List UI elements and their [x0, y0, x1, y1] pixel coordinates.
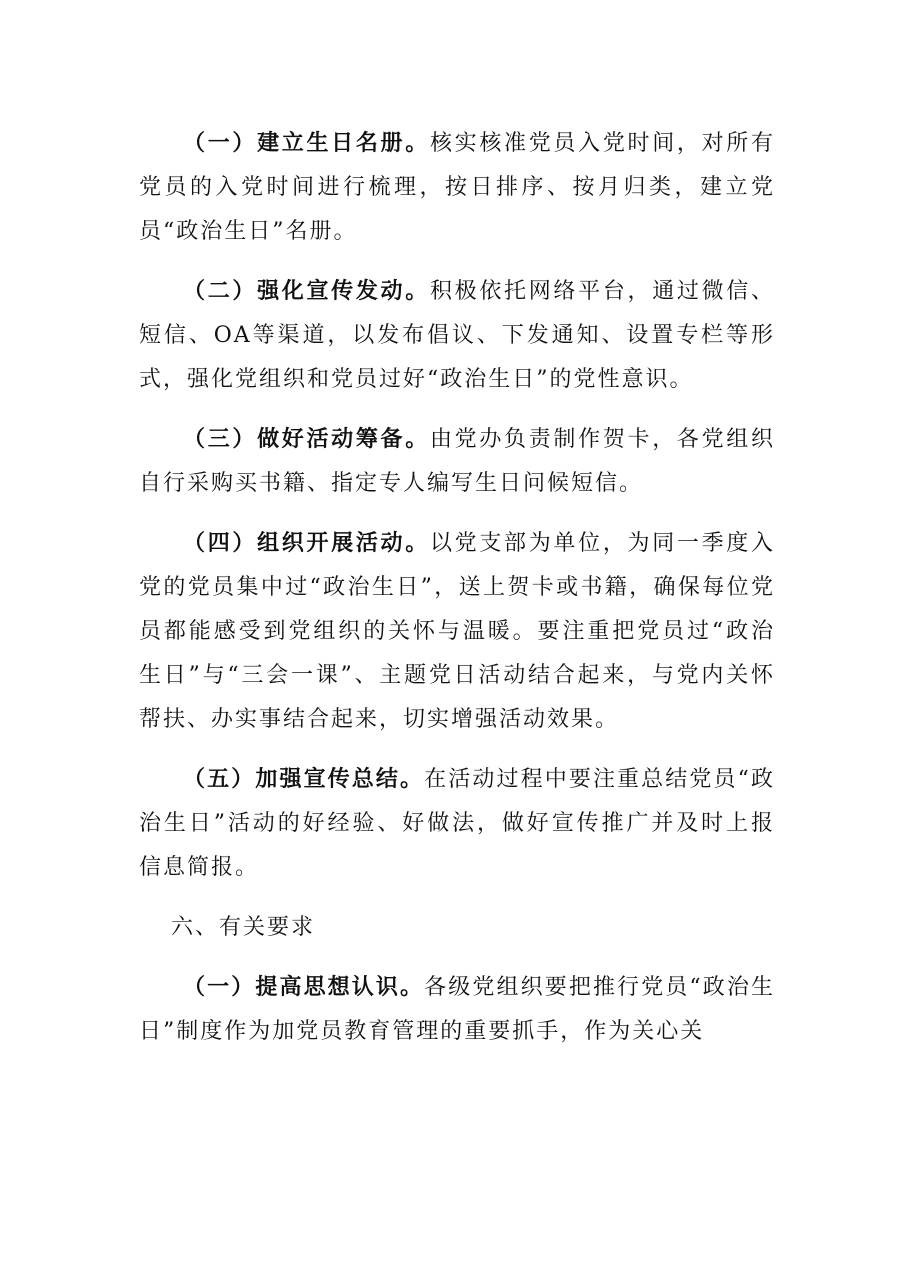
document-body	[139, 122, 775, 1054]
paragraph-heading: （三）做好活动筹备。	[183, 427, 430, 452]
paragraph-publicity-mobilization	[139, 270, 775, 402]
paragraph-publicity-summary	[139, 758, 775, 890]
paragraph-raise-awareness	[139, 966, 775, 1054]
paragraph-text: 核实核准党员入党时间，对所有党员的入党时间进行梳理，按日排序、按月归类，建立党员“政治生日”名册。	[139, 131, 775, 244]
paragraph-organize-activities	[139, 522, 775, 742]
paragraph-text: 在活动过程中要注重总结党员“政治生日”活动的好经验、好做法，做好宣传推广并及时上报信息简报。	[139, 767, 775, 880]
paragraph-text: 以党支部为单位，为同一季度入党的党员集中过“政治生日”，送上贺卡或书籍，确保每位党员都能感受到党组织的关怀与温暖。要注重把党员过“政治生日”与“三会一课”、主题党日活动结合起来，与党内关怀帮扶、办实事结合起来，切实增强活动效果。	[139, 531, 775, 732]
paragraph-activity-preparation	[139, 418, 775, 506]
paragraph-text: 由党办负责制作贺卡，各党组织自行采购买书籍、指定专人编写生日问候短信。	[139, 427, 775, 496]
paragraph-text: 积极依托网络平台，通过微信、短信、OA等渠道，以发布倡议、下发通知、设置专栏等形式，强化党组织和党员过好“政治生日”的党性意识。	[139, 279, 775, 392]
paragraph-text: 各级党组织要把推行党员“政治生日”制度作为加党员教育管理的重要抓手，作为关心关	[139, 975, 775, 1044]
paragraph-heading: （一）提高思想认识。	[183, 975, 425, 1000]
paragraph-heading: （一）建立生日名册。	[183, 131, 430, 156]
paragraph-heading: （五）加强宣传总结。	[183, 767, 425, 792]
paragraph-heading: （四）组织开展活动。	[183, 531, 430, 556]
section-title-requirements: 六、有关要求	[171, 915, 316, 940]
paragraph-heading: （二）强化宣传发动。	[183, 279, 430, 304]
paragraph-birthday-register	[139, 122, 775, 254]
